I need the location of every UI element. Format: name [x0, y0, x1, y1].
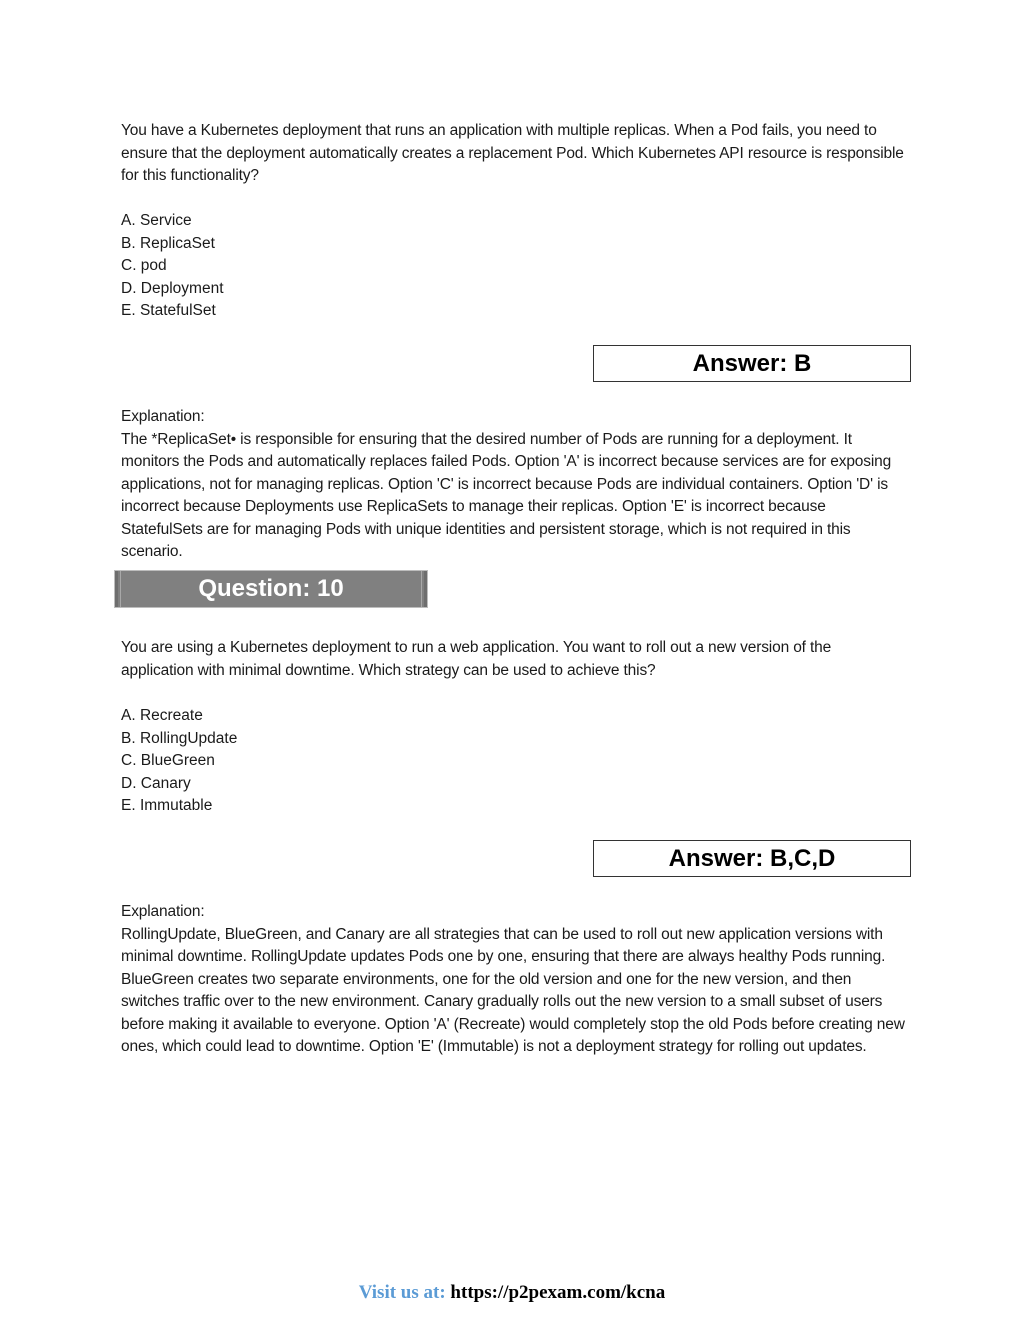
question-10-text: You are using a Kubernetes deployment to run a web application. You want to roll out a new version of the application with minimal downtime. Which strategy can be used to achieve this?: [121, 639, 832, 679]
question-9-options: [121, 210, 224, 323]
answer-box-q10: [593, 840, 911, 877]
option-e: E. StatefulSet: [121, 302, 216, 319]
footer: [0, 1282, 1024, 1304]
question-9-text: You have a Kubernetes deployment that runs an application with multiple replicas. When a Pod fails, you need to ensure that the deployment automatically creates a replacement Pod. Which Kubernetes API resource is responsible for this functionality?: [121, 122, 904, 184]
answer-box-q9: [593, 345, 911, 382]
explanation-label-q10: Explanation:: [121, 903, 205, 920]
answer-text: Answer: B,C,D: [668, 844, 836, 872]
option-b: B. ReplicaSet: [121, 234, 215, 252]
answer-text: Answer: B: [692, 349, 812, 377]
footer-url-link[interactable]: https://p2pexam.com/kcna: [450, 1282, 666, 1303]
option-c: C. BlueGreen: [121, 752, 215, 769]
option-e: E. Immutable: [121, 797, 213, 814]
explanation-label-q9: Explanation:: [121, 408, 205, 425]
explanation-q9: The *ReplicaSet• is responsible for ensuring that the desired number of Pods are running for a deployment. It monitors the Pods and automatically replaces failed Pods. Option 'A' is incorrect because services are for exposing applications, not for managing replicas. Option 'C' is incorrect because Pods are individual containers. Option 'D' is incorrect because Deployments use ReplicaSets to manage their replicas. Option 'E' is incorrect because StatefulSets are for managing Pods with unique identities and persistent storage, which is not required in this scenario.: [121, 430, 892, 560]
option-b: B. RollingUpdate: [121, 729, 238, 747]
banner-divider: [120, 571, 121, 607]
option-c: C. pod: [121, 257, 167, 274]
option-d: D. Canary: [121, 774, 191, 792]
question-10-banner: [115, 571, 427, 607]
banner-divider: [421, 571, 422, 607]
question-10-options: [121, 705, 237, 818]
explanation-q10: RollingUpdate, BlueGreen, and Canary are all strategies that can be used to roll out new application versions with minimal downtime. RollingUpdate updates Pods one by one, ensuring that there are always healthy Pods running. BlueGreen creates two separate environments, one for the old version and one for the new version, and then switches traffic over to the new environment. Canary gradually rolls out the new version to a small subset of users before making it available to everyone. Option 'A' (Recreate) would completely stop the old Pods before creating new ones, which could lead to downtime. Option 'E' (Immutable) is not a deployment strategy for rolling out updates.: [121, 925, 905, 1055]
option-d: D. Deployment: [121, 279, 224, 297]
option-a: A. Recreate: [121, 707, 203, 724]
option-a: A. Service: [121, 212, 192, 229]
footer-label: Visit us at:: [358, 1282, 446, 1303]
question-number: Question: 10: [198, 575, 344, 602]
